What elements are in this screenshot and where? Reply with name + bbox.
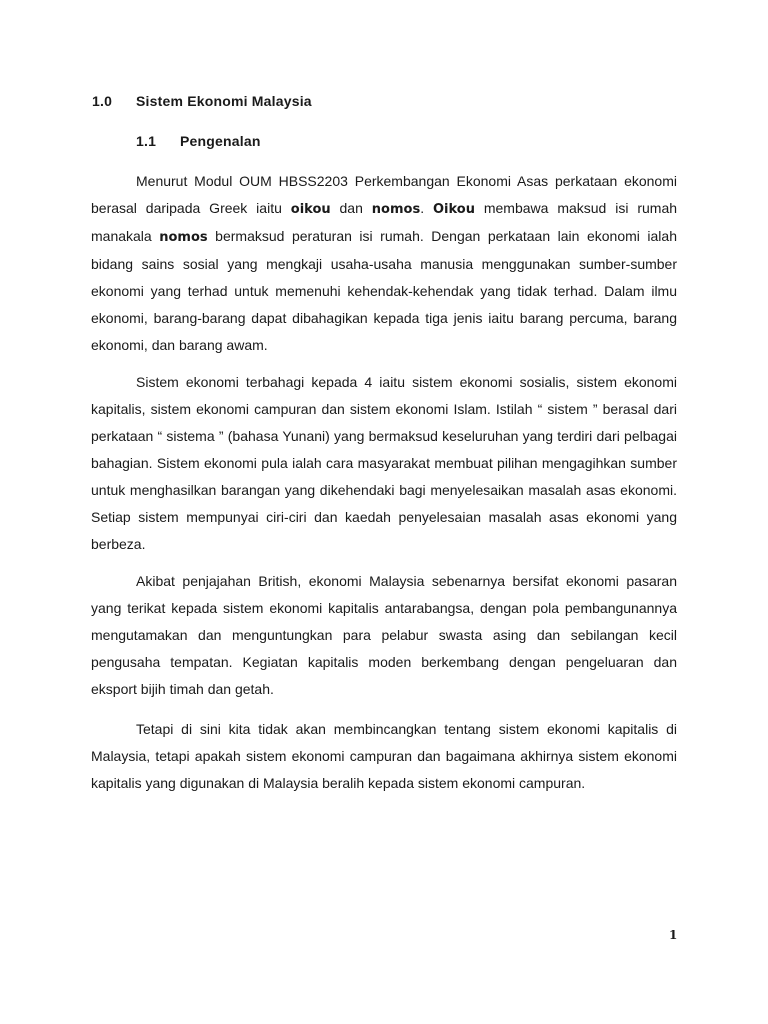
paragraph-text: bermaksud peraturan isi rumah. Dengan perkataan lain ekonomi ialah bidang sains sosial yang mengkaji usaha-usaha manusia menggunakan sumber-sumber ekonomi yang terhad untuk memenuhi kehendak-kehendak yang tidak terhad. Dalam ilmu ekonomi, barang-barang dapat dibahagikan kepada tiga jenis iaitu barang percuma, barang ekonomi, dan barang awam. [91,228,677,353]
paragraph-text: dan [330,200,372,216]
paragraph-economic-systems: Sistem ekonomi terbahagi kepada 4 iaitu sistem ekonomi sosialis, sistem ekonomi kapitalis, sistem ekonomi campuran dan sistem ekonomi Islam. Istilah “ sistem ” berasal dari perkataan “ sistema ” (bahasa Yunani) yang bermaksud keseluruhan yang terdiri dari pelbagai bahagian. Sistem ekonomi pula ialah cara masyarakat membuat pilihan mengagihkan sumber untuk menghasilkan barangan yang dikehendaki bagi menyelesaikan masalah asas ekonomi. Setiap sistem mempunyai ciri-ciri dan kaedah penyelesaian masalah asas ekonomi yang berbeza. [91,374,677,552]
section-title: Sistem Ekonomi Malaysia [136,93,312,109]
page-number: 1 [669,928,678,942]
bold-term: oikou [290,202,331,217]
paragraph-colonial-history: Akibat penjajahan British, ekonomi Malaysia sebenarnya bersifat ekonomi pasaran yang terikat kepada sistem ekonomi kapitalis antarabangsa, dengan pola pembangunannya mengutamakan dan menguntungkan para pelabur swasta asing dan sebilangan kecil pengusaha tempatan. Kegiatan kapitalis moden berkembang dengan pengeluaran dan eksport bijih timah dan getah. [91,573,677,697]
paragraph-text: membawa maksud isi rumah manakala [91,200,678,244]
bold-term: nomos [371,202,421,217]
paragraph-text: Menurut Modul OUM HBSS2203 Perkembangan Ekonomi Asas perkataan ekonomi berasal daripada Greek iaitu [91,173,677,216]
bold-term: nomos [159,230,208,245]
subsection-heading [136,133,261,149]
paragraph-scope: Tetapi di sini kita tidak akan membincangkan tentang sistem ekonomi kapitalis di Malaysia, tetapi apakah sistem ekonomi campuran dan bagaimana akhirnya sistem ekonomi kapitalis yang digunakan di Malaysia beralih kepada sistem ekonomi campuran. [91,721,677,791]
subsection-title: Pengenalan [180,133,261,149]
subsection-number: 1.1 [136,133,157,149]
section-heading [92,93,312,109]
paragraph-text: . [420,200,433,216]
bold-term: Oikou [432,202,475,217]
section-number: 1.0 [92,93,113,109]
paragraph-introduction [91,168,677,359]
